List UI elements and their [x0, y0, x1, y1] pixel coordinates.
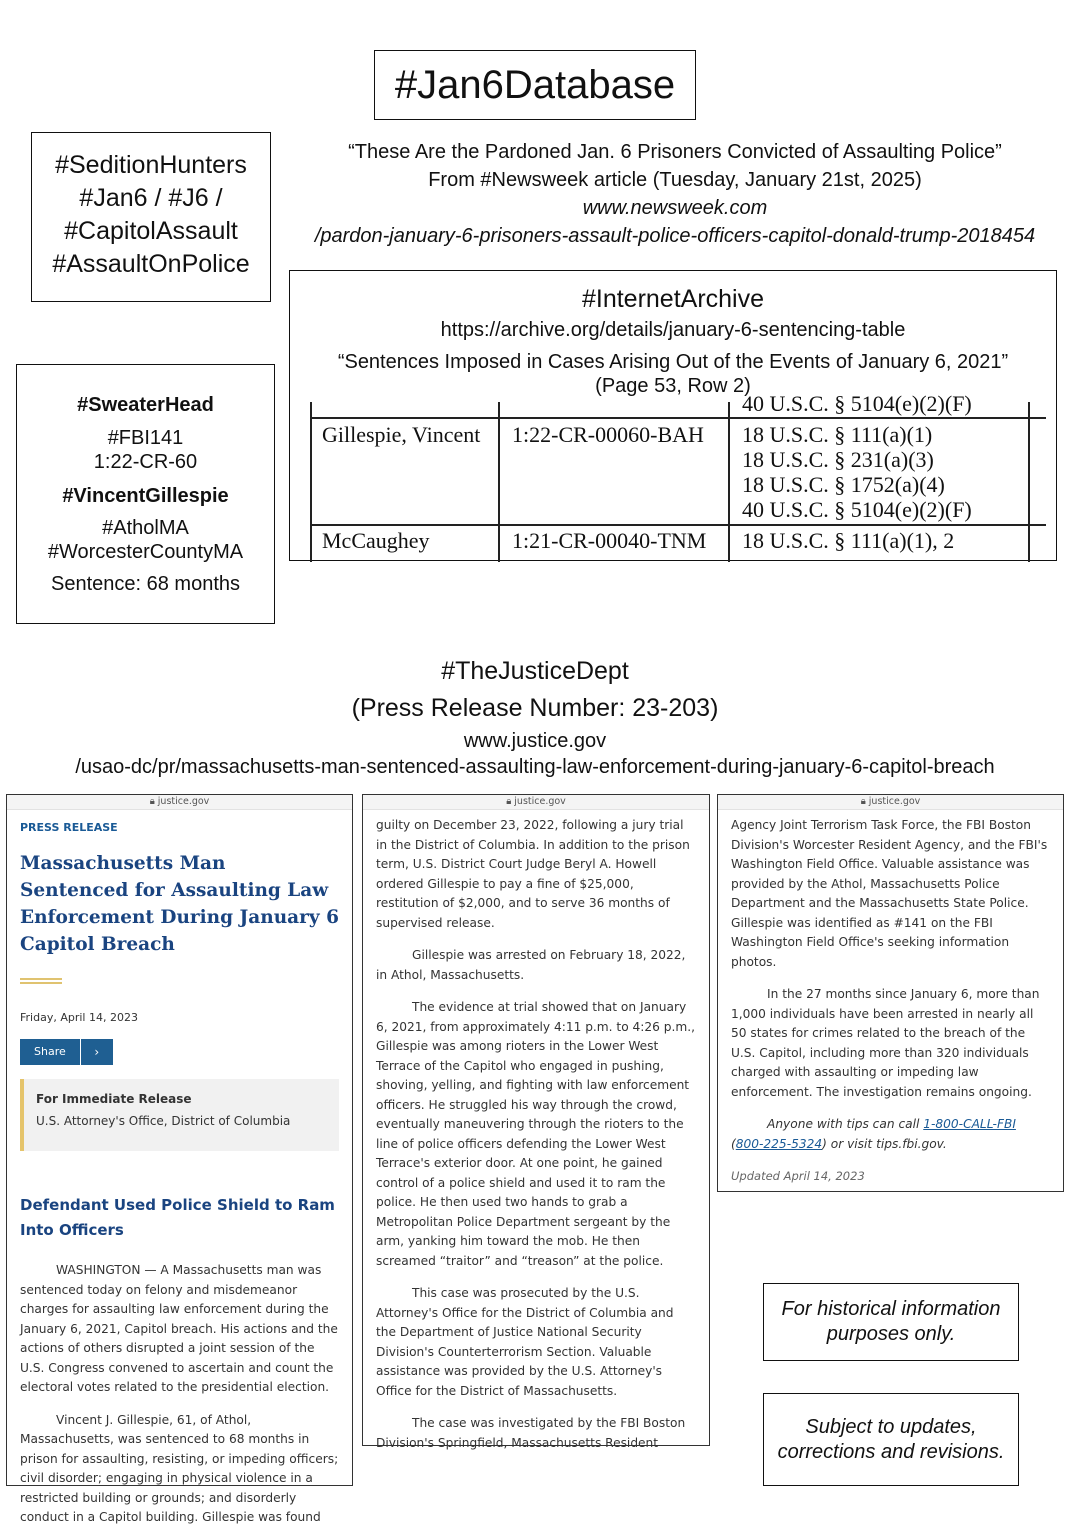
body-paragraph: In the 27 months since January 6, more than 1,000 individuals have been arrested in nearly all 50 states for crimes related to the breach of the U.S. Capitol, including more than 320 individuals charged with assaulting or impeding law enforcement. The investigation remains ongoing.: [731, 987, 1040, 1099]
archive-heading: #InternetArchive: [581, 285, 765, 313]
fbi-tips-link[interactable]: 1-800-CALL-FBI: [923, 1117, 1016, 1131]
newsweek-source: From #Newsweek article (Tuesday, January 21st, 2025): [428, 169, 922, 191]
table-cell-statute: 18 U.S.C. § 231(a)(3): [742, 447, 934, 472]
lock-icon: 🔒︎: [860, 796, 866, 807]
internet-archive-box: [289, 270, 1057, 561]
press-release-screenshot-3: [717, 794, 1064, 1192]
table-divider: [310, 402, 312, 562]
newsweek-citation: [290, 138, 1060, 250]
updates-note: Subject to updates, corrections and revisions.: [777, 1415, 1005, 1463]
table-cell-statute: 18 U.S.C. § 111(a)(1): [742, 422, 933, 447]
tips-paragraph: Anyone with tips can call 1-800-CALL-FBI (800-225-5324) or visit tips.fbi.gov.: [731, 1117, 1016, 1151]
table-cell-defendant: Gillespie, Vincent: [322, 422, 481, 447]
release-info-box: [20, 1079, 339, 1151]
table-cell-defendant: McCaughey: [322, 528, 430, 553]
person-info-box: [16, 364, 275, 624]
table-divider: [310, 524, 1046, 526]
updates-note-box: [763, 1393, 1019, 1486]
fbi-id: #FBI141: [107, 427, 184, 449]
share-button[interactable]: [20, 1039, 113, 1065]
press-release-date: Friday, April 14, 2023: [20, 1010, 138, 1024]
table-cell-statute: 40 U.S.C. § 5104(e)(2)(F): [742, 391, 972, 416]
table-divider: [310, 417, 1046, 419]
fbi-phone-link[interactable]: 800-225-5324: [735, 1136, 823, 1151]
body-paragraph: This case was prosecuted by the U.S. Attorney's Office for the District of Columbia and the Department of Justice National Security Division's Counterterrorism Section. Valuable assistance was provided by the U.S. Attorney's Office for the District of Massachusetts.: [376, 1286, 674, 1398]
sentence-length: Sentence: 68 months: [50, 573, 240, 595]
browser-url-bar: 🔒︎ justice.gov: [7, 795, 352, 810]
doj-press-number: (Press Release Number: 23-203): [351, 694, 719, 722]
title-divider: [20, 978, 62, 984]
chevron-right-icon: ›: [81, 1039, 113, 1065]
table-cell-statute: 40 U.S.C. § 5104(e)(2)(F): [742, 497, 972, 522]
table-divider: [728, 402, 730, 562]
lock-icon: 🔒︎: [506, 796, 512, 807]
body-paragraph: guilty on December 23, 2022, following a jury trial in the District of Columbia. In addition to the prison term, U.S. District Court Judge Beryl A. Howell ordered Gillespie to pay a fine of $25,000, restitution of $2,000, and to serve 36 months of supervised release.: [376, 818, 690, 930]
press-release-title: Massachusetts Man Sentenced for Assaulting Law Enforcement During January 6 Capitol Breach: [20, 852, 339, 955]
newsweek-domain: www.newsweek.com: [582, 197, 768, 219]
sentencing-table-excerpt: [310, 391, 1046, 562]
browser-url-bar: 🔒︎ justice.gov: [363, 795, 709, 810]
press-release-subhead: Defendant Used Police Shield to Ram Into Officers: [20, 1196, 335, 1239]
doj-path: /usao-dc/pr/massachusetts-man-sentenced-assaulting-law-enforcement-during-january-6-capitol-breach: [75, 756, 995, 778]
hashtag-line: #CapitolAssault: [64, 217, 238, 245]
hashtags-box: [31, 132, 271, 302]
updated-date: Updated April 14, 2023: [731, 1169, 865, 1183]
table-divider: [1028, 402, 1030, 562]
release-office: U.S. Attorney's Office, District of Columbia: [36, 1114, 291, 1128]
table-cell-statute: 18 U.S.C. § 111(a)(1), 2: [742, 528, 955, 553]
newsweek-path: /pardon-january-6-prisoners-assault-police-officers-capitol-donald-trump-2018454: [314, 225, 1036, 247]
body-paragraph: The evidence at trial showed that on January 6, 2021, from approximately 4:11 p.m. to 4:26 p.m., Gillespie was among rioters in the Lower West Terrace of the Capitol who engaged in pushing, shoving, yelling, and fighting with law enforcement officers. He struggled his way through the crowd, eventually maneuvering through the rioters to the line of police officers defending the Lower West Terrace's exterior door. At one point, he gained control of a police shield and used it to ram the police. He then used two hands to grab a Metropolitan Police Department sergeant by the arm, yanking him toward the mob. He then screamed “traitor” and “treason” at the police.: [376, 1000, 696, 1268]
newsweek-headline: “These Are the Pardoned Jan. 6 Prisoners Convicted of Assaulting Police”: [348, 141, 1002, 163]
press-release-screenshot-2: [362, 794, 710, 1450]
archive-page-row: (Page 53, Row 2): [595, 375, 751, 397]
page-title: #Jan6Database: [394, 62, 676, 107]
press-release-screenshot-1: [6, 794, 353, 1524]
browser-url-bar: 🔒︎ justice.gov: [718, 795, 1063, 810]
body-paragraph: WASHINGTON — A Massachusetts man was sentenced today on felony and misdemeanor charges for assaulting law enforcement during the January 6, 2021, Capitol breach. His actions and the actions of others disrupted a joint session of the U.S. Congress convened to ascertain and count the electoral votes related to the presidential election.: [20, 1263, 338, 1394]
person-name: #VincentGillespie: [62, 485, 229, 507]
doj-citation: [0, 654, 1070, 780]
doj-heading: #TheJusticeDept: [441, 657, 629, 685]
page-title-box: [374, 50, 696, 120]
historical-note: For historical information purposes only.: [781, 1298, 1001, 1345]
body-paragraph: The case was investigated by the FBI Boston Division's Springfield, Massachusetts Resident: [376, 1416, 686, 1450]
lock-icon: 🔒︎: [149, 796, 155, 807]
table-divider: [498, 402, 500, 562]
body-paragraph: Gillespie was arrested on February 18, 2022, in Athol, Massachusetts.: [376, 948, 686, 982]
body-paragraph: Vincent J. Gillespie, 61, of Athol, Massachusetts, was sentenced to 68 months in prison for assaulting, resisting, or impeding officers; civil disorder; engaging in physical violence in a restricted building or grounds; and disorderly conduct in a Capitol building. Gillespie was found: [20, 1412, 339, 1524]
doj-domain: www.justice.gov: [463, 730, 607, 752]
person-nickname: #SweaterHead: [77, 394, 214, 416]
historical-note-box: [763, 1283, 1019, 1361]
person-county: #WorcesterCountyMA: [47, 541, 244, 563]
person-town: #AtholMA: [102, 517, 189, 539]
archive-doc-title: “Sentences Imposed in Cases Arising Out of the Events of January 6, 2021”: [337, 351, 1009, 373]
table-cell-statute: 18 U.S.C. § 1752(a)(4): [742, 472, 945, 497]
press-release-label: PRESS RELEASE: [20, 821, 118, 834]
share-label: Share: [20, 1039, 81, 1065]
table-cell-case: 1:21-CR-00040-TNM: [512, 528, 707, 553]
body-paragraph: Agency Joint Terrorism Task Force, the FBI Boston Division's Worcester Resident Agency, and the FBI's Washington Field Office. Valuable assistance was provided by the Athol, Massachusetts Police Department and the Massachusetts State Police. Gillespie was identified as #141 on the FBI Washington Field Office's seeking information photos.: [731, 818, 1048, 969]
case-number-short: 1:22-CR-60: [93, 451, 198, 473]
hashtag-line: #SeditionHunters: [55, 151, 247, 179]
hashtag-line: #Jan6 / #J6 /: [79, 184, 223, 212]
archive-url: https://archive.org/details/january-6-sentencing-table: [440, 319, 906, 341]
table-cell-case: 1:22-CR-00060-BAH: [512, 422, 704, 447]
release-heading: For Immediate Release: [36, 1092, 192, 1106]
hashtag-line: #AssaultOnPolice: [52, 250, 250, 278]
